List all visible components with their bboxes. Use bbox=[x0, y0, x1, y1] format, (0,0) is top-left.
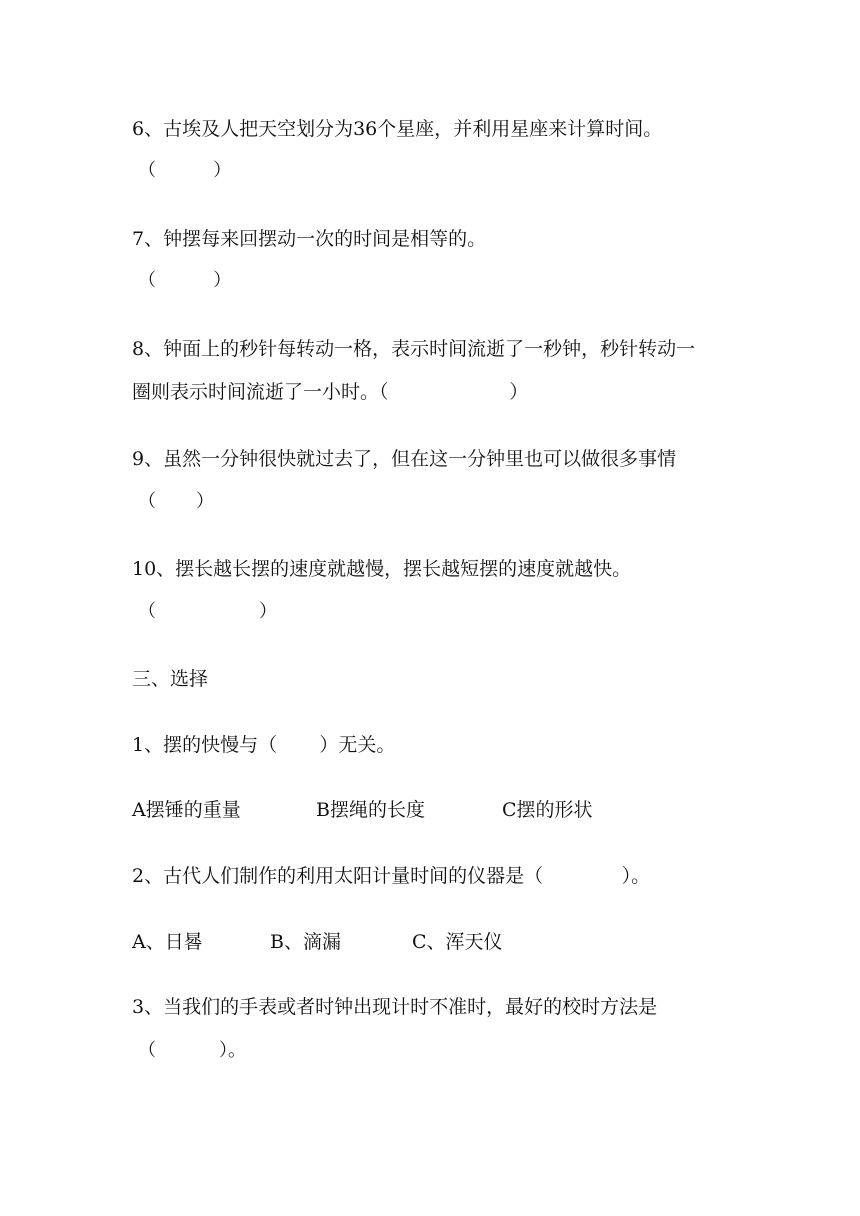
mc-question-3-answer-blank[interactable]: （ ）。 bbox=[138, 1040, 246, 1061]
section-title: 三、选择 bbox=[132, 668, 209, 690]
choice-a[interactable]: A、日晷 bbox=[132, 931, 203, 953]
mc-question-3-text: 3、当我们的手表或者时钟出现计时不准时，最好的校时方法是 bbox=[132, 996, 658, 1018]
choice-c[interactable]: C、浑天仪 bbox=[412, 931, 503, 953]
choice-b[interactable]: B摆绳的长度 bbox=[316, 799, 425, 821]
question-7-text: 7、钟摆每来回摆动一次的时间是相等的。 bbox=[132, 228, 487, 250]
choice-b[interactable]: B、滴漏 bbox=[270, 931, 341, 953]
question-10-text: 10、摆长越长摆的速度就越慢，摆长越短摆的速度就越快。 bbox=[132, 558, 632, 580]
question-10-answer-blank[interactable]: （ ） bbox=[138, 601, 277, 622]
question-9-answer-blank[interactable]: （ ） bbox=[138, 491, 215, 512]
mc-question-2-text: 2、古代人们制作的利用太阳计量时间的仪器是（ ）。 bbox=[132, 865, 651, 887]
choice-c[interactable]: C摆的形状 bbox=[502, 799, 593, 821]
question-6-text: 6、古埃及人把天空划分为36个星座，并利用星座来计算时间。 bbox=[132, 118, 663, 140]
question-8-text-line1: 8、钟面上的秒针每转动一格，表示时间流逝了一秒钟，秒针转动一 bbox=[132, 338, 696, 360]
question-7-answer-blank[interactable]: （ ） bbox=[138, 270, 232, 291]
mc-question-1-text: 1、摆的快慢与（ ）无关。 bbox=[132, 734, 396, 756]
choice-a[interactable]: A摆锤的重量 bbox=[132, 799, 241, 821]
question-9-text: 9、虽然一分钟很快就过去了，但在这一分钟里也可以做很多事情 bbox=[132, 448, 677, 470]
question-8-text-line2: 圈则表示时间流逝了一小时。（ ） bbox=[132, 381, 529, 403]
question-6-answer-blank[interactable]: （ ） bbox=[138, 160, 232, 181]
